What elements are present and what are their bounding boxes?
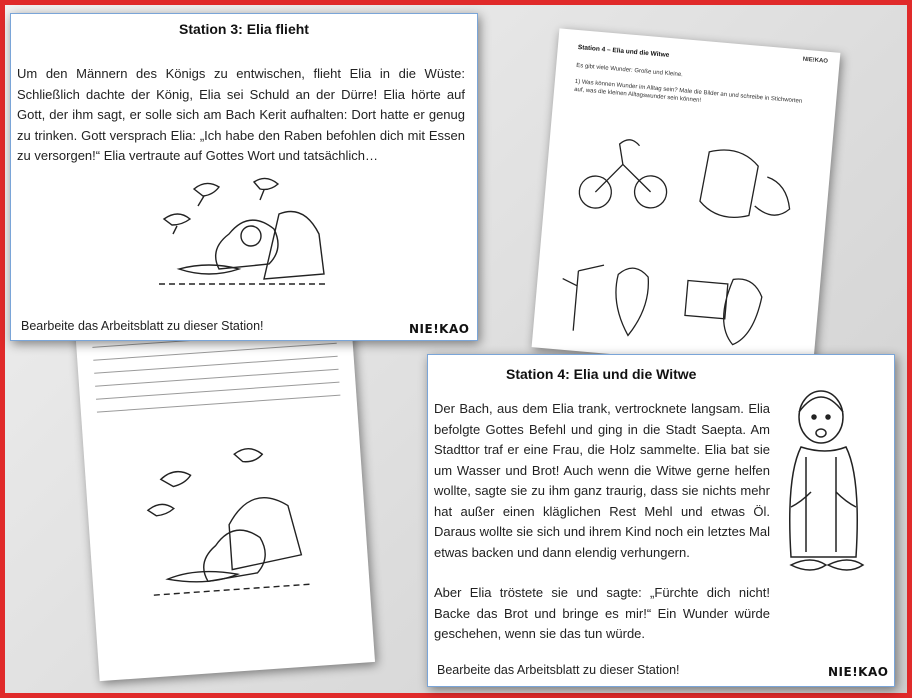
station3-title: Station 3: Elia flieht [179,21,309,37]
station3-footer: Bearbeite das Arbeitsblatt zu dieser Station! [21,319,264,333]
worksheet-task: 1) Was können Wunder im Alltag sein? Male die Bilder an und schreibe in Stichworten auf, was die kleinen Alltagswunder sein können! [573,78,803,105]
worksheet-station4 [532,28,841,371]
station4-footer: Bearbeite das Arbeitsblatt zu dieser Station! [437,663,680,677]
worksheet-logo: NIE!KAO [802,56,829,65]
station4-card [427,354,895,687]
station3-card [10,13,478,341]
station4-logo: NIE!KAO [828,665,889,679]
station4-body-p2: Aber Elia tröstete sie und sagte: „Fürchte dich nicht! Backe das Brot und bringe es mir!“ Ein Wunder würde geschehen, wenn sie das tun würde. [434,585,770,641]
everyday-miracles-illustrations [552,120,810,360]
worksheet-title: Station 4 – Elia und die Witwe [577,44,670,59]
worksheet-line1: Es gibt viele Wunder: Große und Kleine. [576,62,684,79]
station4-body-p1: Der Bach, aus dem Elia trank, vertrocknete langsam. Elia befolgte Gottes Befehl und ging in die Stadt Saepta. Am Stadttor traf er eine Frau, die Holz sammelte. Elia bat sie um Wasser und Brot! Auch wenn die Witwe gerne helfen wollte, sagte sie zu ihm ganz traurig, dass sie nichts mehr hat außer einen kläglichen Rest Mehl und etwas Öl. Daraus wollte sie sich und ihrem Kind noch ein letztes Mal etwas backen und dann elendig verhungern. [434,401,770,560]
elijah-ravens-illustration [159,174,329,294]
station4-title: Station 4: Elia und die Witwe [506,366,697,382]
elijah-figure-illustration [776,387,888,587]
station3-logo: NIE!KAO [409,322,470,336]
elijah-ravens-illustration [138,429,319,610]
station3-body: Um den Männern des Königs zu entwischen, flieht Elia in die Wüste: Schließlich dachte der König, Elia sei Schuld an der Dürre! Elia hörte auf Gott, der ihm sagt, er solle sich am Bach Kerit aufhalten: Dort hatte er genug zu trinken. Gott versprach Elia: „Ich habe den Raben befohlen dich mit Essen zu versorgen!“ Elia vertraute auf Gottes Wort und tatsächlich… [17,66,465,163]
